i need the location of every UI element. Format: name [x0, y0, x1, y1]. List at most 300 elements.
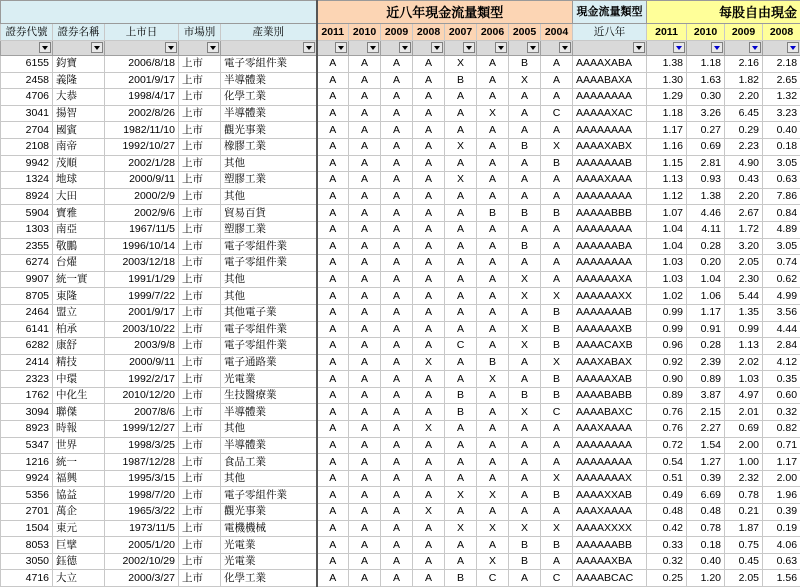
- table-cell[interactable]: A: [381, 321, 413, 338]
- table-cell[interactable]: 塑膠工業: [221, 221, 317, 238]
- table-cell[interactable]: 統一實: [53, 271, 105, 288]
- table-cell[interactable]: A: [317, 371, 349, 388]
- table-cell[interactable]: A: [381, 271, 413, 288]
- table-cell[interactable]: 2.65: [763, 72, 800, 89]
- table-cell[interactable]: 2001/9/17: [105, 304, 179, 321]
- table-cell[interactable]: 上市: [179, 470, 221, 487]
- table-cell[interactable]: 0.20: [687, 255, 725, 272]
- table-cell[interactable]: A: [349, 371, 381, 388]
- table-cell[interactable]: X: [509, 404, 541, 421]
- table-cell[interactable]: X: [445, 56, 477, 73]
- table-cell[interactable]: X: [477, 487, 509, 504]
- table-cell[interactable]: 0.32: [647, 553, 687, 570]
- table-cell[interactable]: A: [509, 188, 541, 205]
- table-cell[interactable]: A: [317, 89, 349, 106]
- table-cell[interactable]: A: [381, 138, 413, 155]
- table-cell[interactable]: 上市: [179, 122, 221, 139]
- table-cell[interactable]: B: [541, 537, 573, 554]
- table-cell[interactable]: 2002/1/28: [105, 155, 179, 172]
- table-cell[interactable]: A: [349, 72, 381, 89]
- table-cell[interactable]: A: [349, 304, 381, 321]
- table-cell[interactable]: 0.99: [725, 321, 763, 338]
- table-cell[interactable]: 大立: [53, 570, 105, 587]
- table-cell[interactable]: A: [413, 122, 445, 139]
- table-cell[interactable]: 1.13: [647, 172, 687, 189]
- table-cell[interactable]: A: [349, 537, 381, 554]
- table-cell[interactable]: 3.56: [763, 304, 800, 321]
- table-cell[interactable]: 上市: [179, 105, 221, 122]
- table-cell[interactable]: 0.60: [763, 387, 800, 404]
- table-cell[interactable]: 光電業: [221, 371, 317, 388]
- table-cell[interactable]: A: [317, 138, 349, 155]
- table-cell[interactable]: A: [317, 56, 349, 73]
- table-cell[interactable]: 上市: [179, 454, 221, 471]
- table-cell[interactable]: 3.26: [687, 105, 725, 122]
- table-cell[interactable]: A: [509, 89, 541, 106]
- table-cell[interactable]: A: [413, 271, 445, 288]
- table-cell[interactable]: 世界: [53, 437, 105, 454]
- table-cell[interactable]: 中化生: [53, 387, 105, 404]
- table-cell[interactable]: A: [317, 570, 349, 587]
- table-cell[interactable]: B: [445, 72, 477, 89]
- table-cell[interactable]: 大田: [53, 188, 105, 205]
- table-cell[interactable]: A: [381, 520, 413, 537]
- table-cell[interactable]: B: [509, 205, 541, 222]
- table-cell[interactable]: B: [541, 155, 573, 172]
- table-cell[interactable]: X: [445, 487, 477, 504]
- table-cell[interactable]: 1.63: [687, 72, 725, 89]
- table-cell[interactable]: 1967/11/5: [105, 221, 179, 238]
- table-cell[interactable]: 0.40: [687, 553, 725, 570]
- filter-dropdown-icon[interactable]: [335, 42, 347, 53]
- table-cell[interactable]: 2458: [1, 72, 53, 89]
- table-cell[interactable]: 觀光事業: [221, 504, 317, 521]
- table-cell[interactable]: A: [445, 238, 477, 255]
- table-cell[interactable]: AAAABAXC: [573, 404, 647, 421]
- table-cell[interactable]: 0.69: [687, 138, 725, 155]
- table-cell[interactable]: 上市: [179, 338, 221, 355]
- table-cell[interactable]: 6141: [1, 321, 53, 338]
- table-cell[interactable]: A: [317, 205, 349, 222]
- table-cell[interactable]: A: [509, 570, 541, 587]
- table-cell[interactable]: 1999/12/27: [105, 421, 179, 438]
- table-cell[interactable]: 1.29: [647, 89, 687, 106]
- table-cell[interactable]: A: [477, 221, 509, 238]
- table-cell[interactable]: 2.02: [725, 354, 763, 371]
- table-cell[interactable]: A: [477, 504, 509, 521]
- table-cell[interactable]: AAAAAABA: [573, 238, 647, 255]
- table-cell[interactable]: 2.20: [725, 188, 763, 205]
- table-cell[interactable]: 9907: [1, 271, 53, 288]
- table-cell[interactable]: 0.89: [687, 371, 725, 388]
- table-cell[interactable]: A: [445, 122, 477, 139]
- table-cell[interactable]: A: [349, 288, 381, 305]
- table-cell[interactable]: 0.78: [725, 487, 763, 504]
- table-cell[interactable]: 4.99: [763, 288, 800, 305]
- table-cell[interactable]: X: [541, 354, 573, 371]
- table-cell[interactable]: A: [381, 504, 413, 521]
- table-cell[interactable]: A: [349, 188, 381, 205]
- table-cell[interactable]: 上市: [179, 221, 221, 238]
- table-cell[interactable]: B: [509, 553, 541, 570]
- table-cell[interactable]: B: [541, 487, 573, 504]
- table-cell[interactable]: 1.54: [687, 437, 725, 454]
- table-cell[interactable]: 1965/3/22: [105, 504, 179, 521]
- table-cell[interactable]: X: [509, 288, 541, 305]
- table-cell[interactable]: 2003/12/18: [105, 255, 179, 272]
- table-cell[interactable]: 1.04: [647, 221, 687, 238]
- table-cell[interactable]: AAAAABBB: [573, 205, 647, 222]
- table-cell[interactable]: X: [541, 520, 573, 537]
- table-cell[interactable]: X: [509, 520, 541, 537]
- table-cell[interactable]: A: [349, 255, 381, 272]
- table-cell[interactable]: A: [317, 504, 349, 521]
- table-cell[interactable]: 上市: [179, 89, 221, 106]
- table-cell[interactable]: A: [413, 404, 445, 421]
- table-cell[interactable]: A: [381, 288, 413, 305]
- table-cell[interactable]: 0.76: [647, 404, 687, 421]
- table-cell[interactable]: X: [477, 553, 509, 570]
- table-cell[interactable]: A: [413, 387, 445, 404]
- table-cell[interactable]: A: [381, 553, 413, 570]
- table-cell[interactable]: 寶雅: [53, 205, 105, 222]
- table-cell[interactable]: A: [509, 255, 541, 272]
- table-cell[interactable]: 4.97: [725, 387, 763, 404]
- table-cell[interactable]: A: [445, 371, 477, 388]
- table-cell[interactable]: A: [413, 304, 445, 321]
- table-cell[interactable]: 上市: [179, 570, 221, 587]
- table-cell[interactable]: A: [413, 205, 445, 222]
- table-cell[interactable]: 2003/10/22: [105, 321, 179, 338]
- table-cell[interactable]: 上市: [179, 238, 221, 255]
- table-cell[interactable]: A: [413, 288, 445, 305]
- table-cell[interactable]: AAAAAAAB: [573, 155, 647, 172]
- table-cell[interactable]: X: [445, 138, 477, 155]
- table-cell[interactable]: 1.12: [647, 188, 687, 205]
- table-cell[interactable]: 1.72: [725, 221, 763, 238]
- table-cell[interactable]: 0.42: [647, 520, 687, 537]
- table-cell[interactable]: A: [317, 487, 349, 504]
- table-cell[interactable]: X: [477, 105, 509, 122]
- table-cell[interactable]: A: [349, 504, 381, 521]
- table-cell[interactable]: 1324: [1, 172, 53, 189]
- table-cell[interactable]: 上市: [179, 537, 221, 554]
- table-cell[interactable]: X: [541, 470, 573, 487]
- table-cell[interactable]: 半導體業: [221, 72, 317, 89]
- table-cell[interactable]: 2323: [1, 371, 53, 388]
- table-cell[interactable]: 中環: [53, 371, 105, 388]
- table-cell[interactable]: C: [477, 570, 509, 587]
- table-cell[interactable]: 上市: [179, 354, 221, 371]
- table-cell[interactable]: A: [317, 122, 349, 139]
- table-cell[interactable]: 2010/12/20: [105, 387, 179, 404]
- table-cell[interactable]: A: [541, 72, 573, 89]
- table-cell[interactable]: A: [381, 188, 413, 205]
- table-cell[interactable]: A: [381, 404, 413, 421]
- filter-dropdown-icon[interactable]: [749, 42, 761, 53]
- table-cell[interactable]: 半導體業: [221, 404, 317, 421]
- table-cell[interactable]: 康舒: [53, 338, 105, 355]
- table-cell[interactable]: 2001/9/17: [105, 72, 179, 89]
- table-cell[interactable]: 0.63: [763, 553, 800, 570]
- table-cell[interactable]: A: [445, 437, 477, 454]
- table-cell[interactable]: A: [349, 404, 381, 421]
- table-cell[interactable]: A: [317, 354, 349, 371]
- table-cell[interactable]: A: [317, 105, 349, 122]
- table-cell[interactable]: AAAAXABA: [573, 56, 647, 73]
- table-cell[interactable]: 1.18: [687, 56, 725, 73]
- table-cell[interactable]: 0.90: [647, 371, 687, 388]
- table-cell[interactable]: A: [349, 570, 381, 587]
- table-cell[interactable]: 6.45: [725, 105, 763, 122]
- table-cell[interactable]: A: [445, 288, 477, 305]
- table-cell[interactable]: A: [477, 537, 509, 554]
- table-cell[interactable]: 6.69: [687, 487, 725, 504]
- table-cell[interactable]: A: [413, 553, 445, 570]
- table-cell[interactable]: 0.51: [647, 470, 687, 487]
- table-cell[interactable]: A: [445, 105, 477, 122]
- table-cell[interactable]: A: [477, 404, 509, 421]
- table-cell[interactable]: AAAAAXAC: [573, 105, 647, 122]
- table-cell[interactable]: 0.96: [647, 338, 687, 355]
- table-cell[interactable]: 2003/9/8: [105, 338, 179, 355]
- table-cell[interactable]: 2.18: [763, 56, 800, 73]
- table-cell[interactable]: A: [445, 537, 477, 554]
- table-cell[interactable]: A: [349, 172, 381, 189]
- table-cell[interactable]: A: [317, 338, 349, 355]
- table-cell[interactable]: A: [317, 404, 349, 421]
- table-cell[interactable]: 其他電子業: [221, 304, 317, 321]
- table-cell[interactable]: B: [541, 371, 573, 388]
- table-cell[interactable]: AAAAAXAB: [573, 371, 647, 388]
- table-cell[interactable]: AAAAXAAA: [573, 172, 647, 189]
- table-cell[interactable]: X: [509, 72, 541, 89]
- table-cell[interactable]: 0.27: [687, 122, 725, 139]
- table-cell[interactable]: A: [413, 105, 445, 122]
- table-cell[interactable]: 1.06: [687, 288, 725, 305]
- table-cell[interactable]: 電子零組件業: [221, 56, 317, 73]
- table-cell[interactable]: 2.20: [725, 89, 763, 106]
- table-cell[interactable]: 福興: [53, 470, 105, 487]
- table-cell[interactable]: 6282: [1, 338, 53, 355]
- table-cell[interactable]: A: [477, 72, 509, 89]
- table-cell[interactable]: 1.38: [647, 56, 687, 73]
- table-cell[interactable]: 0.74: [763, 255, 800, 272]
- table-cell[interactable]: 0.72: [647, 437, 687, 454]
- table-cell[interactable]: C: [541, 404, 573, 421]
- table-cell[interactable]: 1998/4/17: [105, 89, 179, 106]
- table-cell[interactable]: A: [413, 537, 445, 554]
- table-cell[interactable]: B: [445, 404, 477, 421]
- table-cell[interactable]: A: [349, 155, 381, 172]
- table-cell[interactable]: AAAXABAX: [573, 354, 647, 371]
- table-cell[interactable]: B: [541, 387, 573, 404]
- table-cell[interactable]: A: [413, 138, 445, 155]
- table-cell[interactable]: 3.23: [763, 105, 800, 122]
- table-cell[interactable]: 上市: [179, 421, 221, 438]
- table-cell[interactable]: 電子零組件業: [221, 487, 317, 504]
- table-cell[interactable]: A: [541, 221, 573, 238]
- table-cell[interactable]: 0.82: [763, 421, 800, 438]
- table-cell[interactable]: A: [381, 487, 413, 504]
- table-cell[interactable]: 0.43: [725, 172, 763, 189]
- table-cell[interactable]: 上市: [179, 56, 221, 73]
- table-cell[interactable]: 2.84: [763, 338, 800, 355]
- table-cell[interactable]: A: [317, 188, 349, 205]
- table-cell[interactable]: A: [541, 122, 573, 139]
- table-cell[interactable]: 1.30: [647, 72, 687, 89]
- table-cell[interactable]: 上市: [179, 72, 221, 89]
- table-cell[interactable]: B: [509, 387, 541, 404]
- table-cell[interactable]: 2.05: [725, 570, 763, 587]
- table-cell[interactable]: 2000/9/11: [105, 172, 179, 189]
- table-cell[interactable]: 0.71: [763, 437, 800, 454]
- table-cell[interactable]: A: [413, 487, 445, 504]
- table-cell[interactable]: A: [349, 56, 381, 73]
- table-cell[interactable]: A: [477, 172, 509, 189]
- table-cell[interactable]: A: [413, 172, 445, 189]
- table-cell[interactable]: 電子通路業: [221, 354, 317, 371]
- table-cell[interactable]: AAAAAAXX: [573, 288, 647, 305]
- table-cell[interactable]: AAAAAAAX: [573, 470, 647, 487]
- table-cell[interactable]: X: [509, 271, 541, 288]
- table-cell[interactable]: 0.39: [763, 504, 800, 521]
- table-cell[interactable]: A: [349, 553, 381, 570]
- table-cell[interactable]: A: [477, 437, 509, 454]
- table-cell[interactable]: A: [349, 354, 381, 371]
- table-cell[interactable]: A: [477, 122, 509, 139]
- table-cell[interactable]: B: [509, 537, 541, 554]
- table-cell[interactable]: A: [509, 470, 541, 487]
- table-cell[interactable]: 上市: [179, 437, 221, 454]
- table-cell[interactable]: 食品工業: [221, 454, 317, 471]
- table-cell[interactable]: X: [541, 138, 573, 155]
- table-cell[interactable]: 1.00: [725, 454, 763, 471]
- table-cell[interactable]: 貿易百貨: [221, 205, 317, 222]
- table-cell[interactable]: 1.17: [647, 122, 687, 139]
- table-cell[interactable]: A: [477, 155, 509, 172]
- table-cell[interactable]: 上市: [179, 487, 221, 504]
- table-cell[interactable]: 萬企: [53, 504, 105, 521]
- table-cell[interactable]: X: [509, 338, 541, 355]
- table-cell[interactable]: A: [381, 437, 413, 454]
- table-cell[interactable]: AAAAAAAA: [573, 437, 647, 454]
- table-cell[interactable]: 上市: [179, 371, 221, 388]
- table-cell[interactable]: A: [541, 172, 573, 189]
- table-cell[interactable]: 0.29: [725, 122, 763, 139]
- table-cell[interactable]: AAAAAAAA: [573, 188, 647, 205]
- table-cell[interactable]: 1996/10/14: [105, 238, 179, 255]
- table-cell[interactable]: 4.06: [763, 537, 800, 554]
- table-cell[interactable]: 0.49: [647, 487, 687, 504]
- table-cell[interactable]: A: [445, 205, 477, 222]
- filter-dropdown-icon[interactable]: [787, 42, 799, 53]
- table-cell[interactable]: 2.16: [725, 56, 763, 73]
- table-cell[interactable]: A: [445, 271, 477, 288]
- filter-dropdown-icon[interactable]: [559, 42, 571, 53]
- table-cell[interactable]: A: [381, 255, 413, 272]
- table-cell[interactable]: 0.78: [687, 520, 725, 537]
- table-cell[interactable]: B: [541, 321, 573, 338]
- table-cell[interactable]: A: [317, 288, 349, 305]
- table-cell[interactable]: 盟立: [53, 304, 105, 321]
- table-cell[interactable]: X: [413, 354, 445, 371]
- filter-dropdown-icon[interactable]: [431, 42, 443, 53]
- table-cell[interactable]: A: [317, 271, 349, 288]
- table-cell[interactable]: A: [317, 238, 349, 255]
- table-cell[interactable]: B: [541, 205, 573, 222]
- table-cell[interactable]: A: [445, 354, 477, 371]
- table-cell[interactable]: A: [541, 89, 573, 106]
- table-cell[interactable]: 2.05: [725, 255, 763, 272]
- table-cell[interactable]: 3041: [1, 105, 53, 122]
- table-cell[interactable]: 2002/8/26: [105, 105, 179, 122]
- table-cell[interactable]: A: [317, 421, 349, 438]
- table-cell[interactable]: A: [317, 221, 349, 238]
- table-cell[interactable]: A: [413, 437, 445, 454]
- table-cell[interactable]: A: [477, 138, 509, 155]
- table-cell[interactable]: A: [477, 304, 509, 321]
- table-cell[interactable]: A: [541, 421, 573, 438]
- table-cell[interactable]: A: [317, 172, 349, 189]
- table-cell[interactable]: A: [445, 155, 477, 172]
- table-cell[interactable]: 1991/1/29: [105, 271, 179, 288]
- table-cell[interactable]: A: [477, 421, 509, 438]
- table-cell[interactable]: A: [477, 89, 509, 106]
- table-cell[interactable]: A: [541, 56, 573, 73]
- table-cell[interactable]: 2000/2/9: [105, 188, 179, 205]
- table-cell[interactable]: 1987/12/28: [105, 454, 179, 471]
- table-cell[interactable]: 8053: [1, 537, 53, 554]
- table-cell[interactable]: 橡膠工業: [221, 138, 317, 155]
- table-cell[interactable]: 柏承: [53, 321, 105, 338]
- table-cell[interactable]: 2.27: [687, 421, 725, 438]
- table-cell[interactable]: A: [349, 470, 381, 487]
- table-cell[interactable]: 1303: [1, 221, 53, 238]
- table-cell[interactable]: A: [477, 338, 509, 355]
- table-cell[interactable]: 協益: [53, 487, 105, 504]
- filter-dropdown-icon[interactable]: [303, 42, 315, 53]
- table-cell[interactable]: 上市: [179, 288, 221, 305]
- table-cell[interactable]: 0.28: [687, 238, 725, 255]
- table-cell[interactable]: A: [349, 122, 381, 139]
- table-cell[interactable]: 8924: [1, 188, 53, 205]
- table-cell[interactable]: A: [413, 338, 445, 355]
- table-cell[interactable]: A: [381, 570, 413, 587]
- table-cell[interactable]: 1.17: [763, 454, 800, 471]
- table-cell[interactable]: AAAABCAC: [573, 570, 647, 587]
- table-cell[interactable]: 精技: [53, 354, 105, 371]
- table-cell[interactable]: A: [445, 188, 477, 205]
- table-cell[interactable]: 1.20: [687, 570, 725, 587]
- table-cell[interactable]: A: [381, 387, 413, 404]
- table-cell[interactable]: 其他: [221, 288, 317, 305]
- table-cell[interactable]: X: [477, 371, 509, 388]
- table-cell[interactable]: 3050: [1, 553, 53, 570]
- table-cell[interactable]: AAAABAXA: [573, 72, 647, 89]
- table-cell[interactable]: 1.04: [687, 271, 725, 288]
- table-cell[interactable]: AAAAXXXX: [573, 520, 647, 537]
- table-cell[interactable]: 東隆: [53, 288, 105, 305]
- table-cell[interactable]: A: [541, 504, 573, 521]
- table-cell[interactable]: 0.84: [763, 205, 800, 222]
- table-cell[interactable]: 0.39: [687, 470, 725, 487]
- table-cell[interactable]: A: [509, 105, 541, 122]
- table-cell[interactable]: A: [381, 338, 413, 355]
- table-cell[interactable]: 5347: [1, 437, 53, 454]
- table-cell[interactable]: AAAAAAXA: [573, 271, 647, 288]
- table-cell[interactable]: AAAXAAAA: [573, 421, 647, 438]
